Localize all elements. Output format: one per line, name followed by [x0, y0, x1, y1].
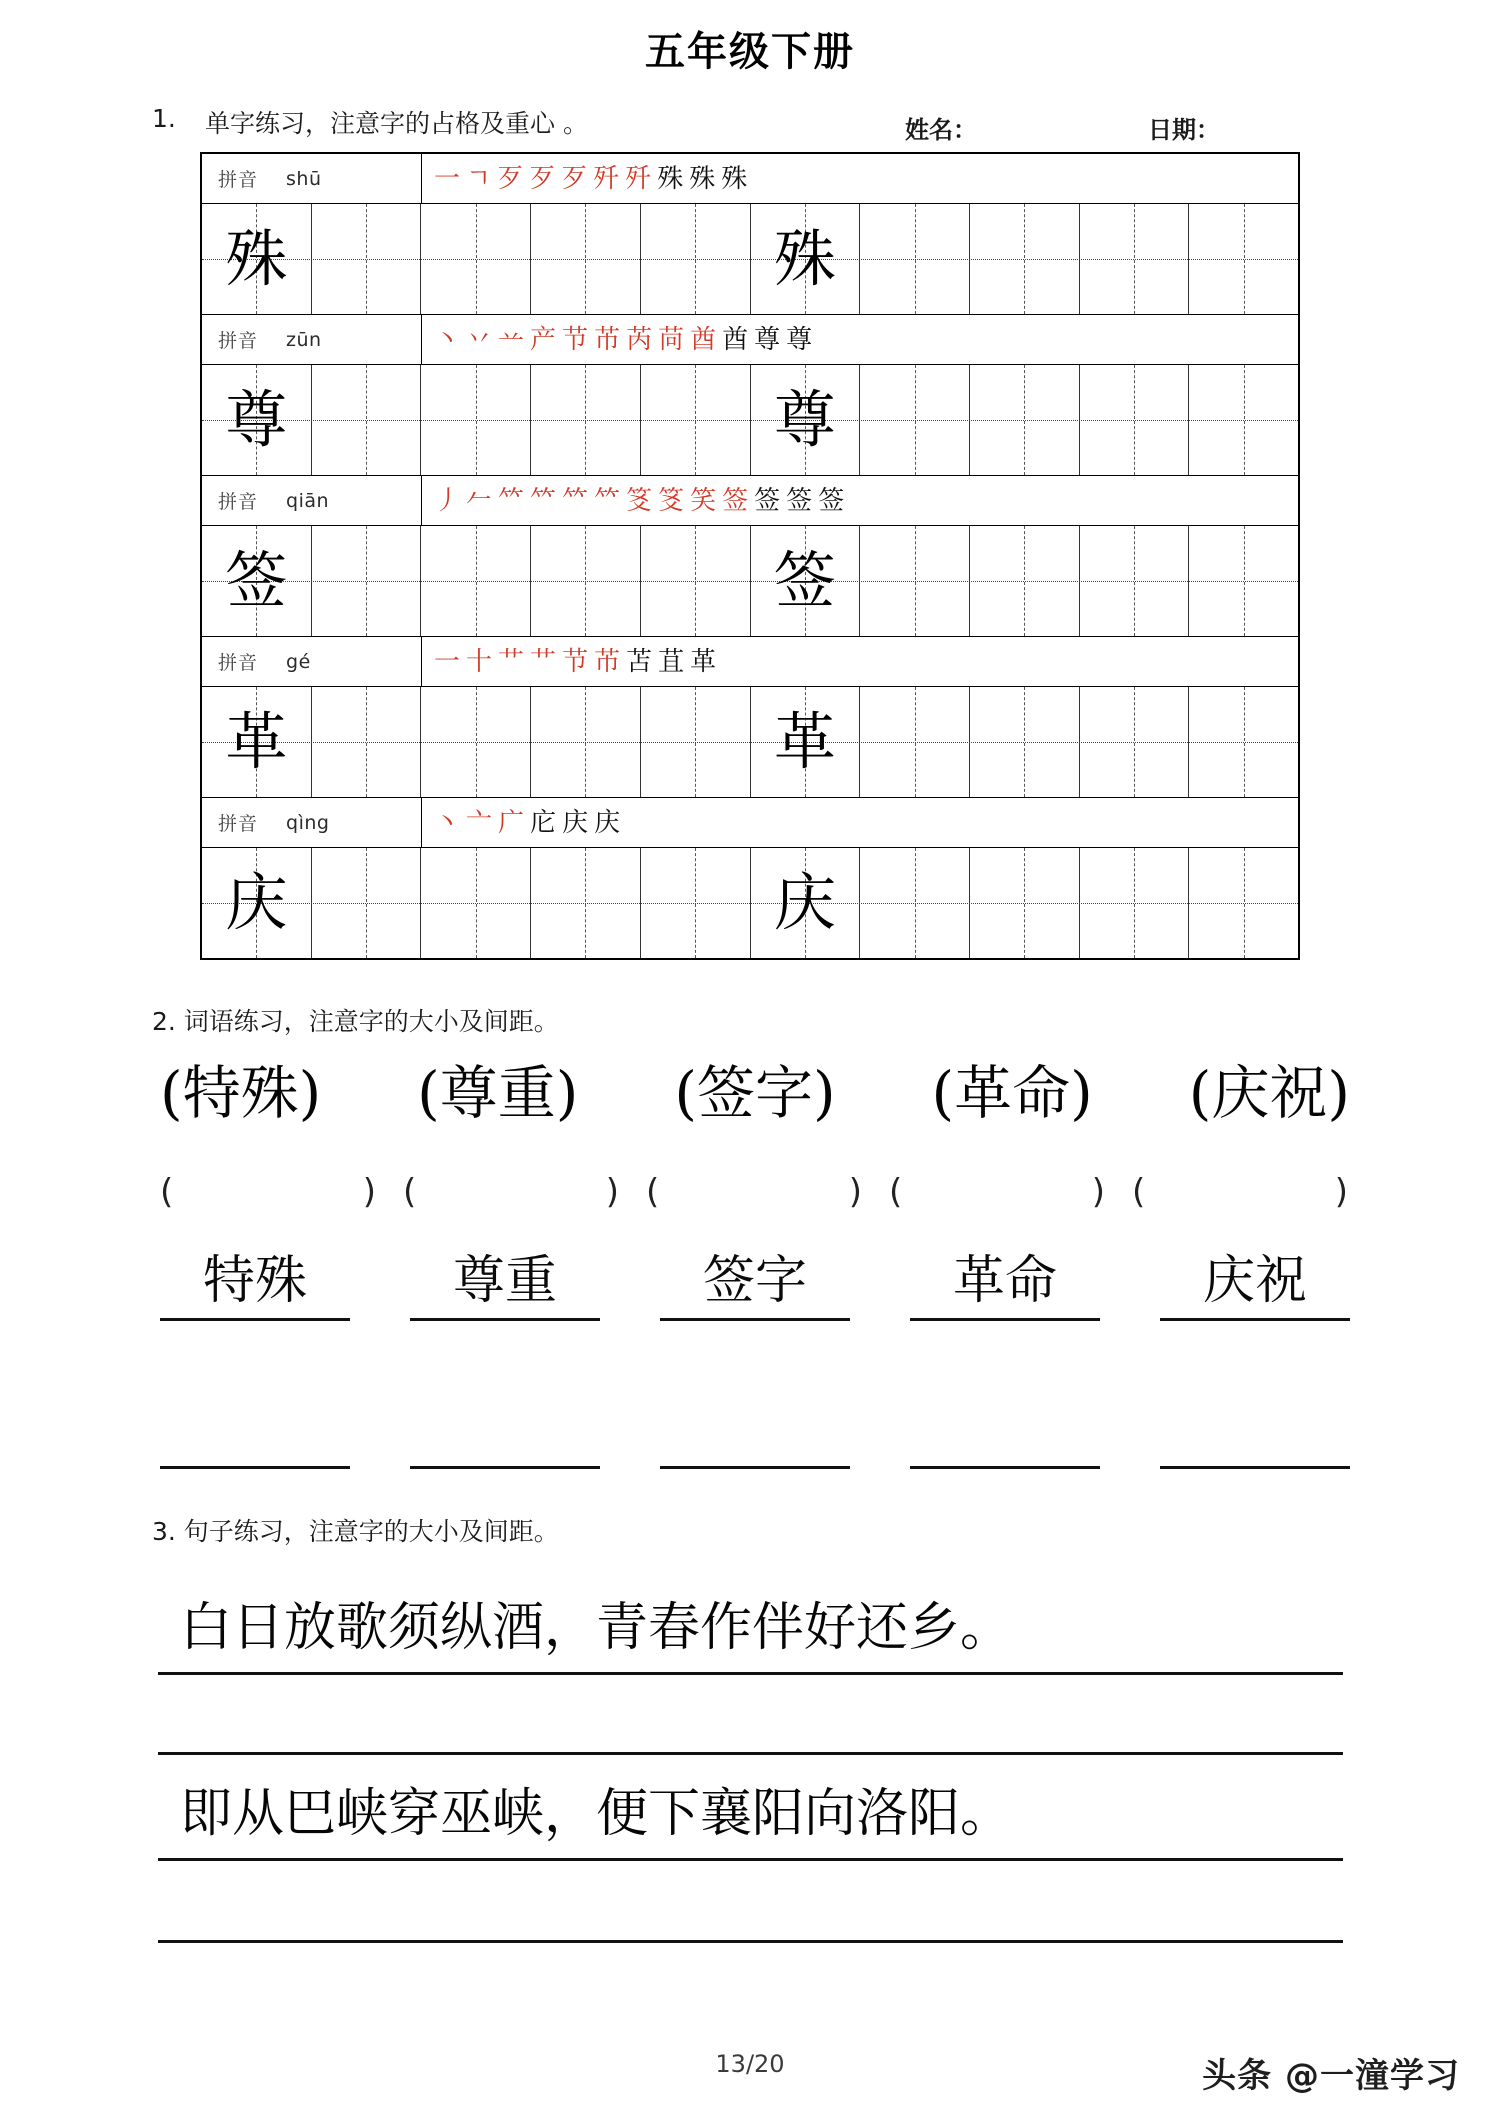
stroke-glyph: 殊 — [721, 163, 754, 194]
word-model-text: 庆祝 — [1202, 1251, 1307, 1311]
pinyin-stroke-row — [202, 154, 1298, 204]
page-title: 五年级下册 — [645, 29, 855, 75]
stroke-order-cell — [422, 798, 1298, 847]
paren-open: ( — [889, 1172, 905, 1212]
pinyin-stroke-row — [202, 315, 1298, 365]
pinyin-cell — [202, 315, 422, 364]
writing-grid-cell[interactable] — [202, 526, 312, 636]
stroke-order-cell — [422, 637, 1298, 686]
character-block — [202, 798, 1298, 958]
stroke-glyph: 十 — [466, 646, 499, 677]
stroke-glyph: ㄱ — [466, 163, 498, 194]
stroke-glyph: 亠 — [466, 807, 499, 838]
writing-grid-cell[interactable] — [751, 365, 861, 475]
writing-grid-cell[interactable] — [751, 204, 861, 314]
writing-grid-cell[interactable] — [312, 204, 422, 314]
section1-number: 1. — [152, 104, 176, 133]
character-practice-table — [200, 152, 1300, 960]
word-underline — [410, 1466, 600, 1469]
writing-grid-cell[interactable] — [421, 526, 531, 636]
watermark: 头条 @一潼学习 — [1202, 2056, 1460, 2096]
stroke-glyph: 歼 — [625, 163, 658, 194]
model-character: 革 — [773, 705, 836, 778]
stroke-glyph: 芇 — [594, 646, 627, 677]
stroke-glyph: 𠂉 — [466, 485, 499, 516]
word-practice-blank-slot[interactable] — [410, 1400, 600, 1469]
writing-grid-cell[interactable] — [312, 687, 422, 797]
stroke-glyph: 芮 — [626, 324, 659, 355]
word-underline — [660, 1318, 850, 1321]
writing-grid-cell[interactable] — [1189, 204, 1298, 314]
pinyin-tag-label: 拼音 — [218, 813, 259, 835]
writing-grid-cell[interactable] — [202, 204, 312, 314]
writing-grid-cell[interactable] — [531, 848, 641, 958]
stroke-glyph: 尊 — [754, 324, 787, 355]
writing-grid-cell[interactable] — [751, 848, 861, 958]
paren-open: ( — [403, 1172, 419, 1212]
writing-grid-cell[interactable] — [202, 687, 312, 797]
writing-grid-cell[interactable] — [970, 848, 1080, 958]
stroke-glyph: 酋 — [722, 324, 755, 355]
paren-close: ) — [1091, 1172, 1107, 1212]
character-block — [202, 476, 1298, 637]
stroke-glyph: 签 — [818, 485, 851, 516]
word-underline — [660, 1466, 850, 1469]
word-practice-slot[interactable] — [160, 1252, 350, 1321]
paren-close: ) — [848, 1172, 864, 1212]
word-practice-blank-slot[interactable] — [660, 1400, 850, 1469]
writing-grid-cell[interactable] — [531, 687, 641, 797]
sentence-block-2 — [158, 1782, 1343, 1861]
stroke-glyph: 丶 — [434, 324, 467, 355]
stroke-glyph: 歹 — [497, 163, 530, 194]
sentence-text-2: 即从巴峡穿巫峡，便下襄阳向洛阳。 — [180, 1784, 1013, 1844]
word-example: (革命) — [931, 1059, 1093, 1127]
word-underline — [410, 1318, 600, 1321]
stroke-glyph: 笅 — [658, 485, 691, 516]
writing-grid-cell[interactable] — [1080, 365, 1190, 475]
writing-grid-cell[interactable] — [1189, 848, 1298, 958]
pinyin-tag-label: 拼音 — [218, 330, 259, 352]
writing-grid-cell[interactable] — [751, 526, 861, 636]
word-underline — [160, 1466, 350, 1469]
writing-grid-row — [202, 687, 1298, 797]
writing-grid-cell[interactable] — [970, 526, 1080, 636]
writing-grid-cell[interactable] — [641, 526, 751, 636]
stroke-glyph: 签 — [786, 485, 819, 516]
word-underline — [910, 1318, 1100, 1321]
section1-instruction: 单字练习，注意字的占格及重心 。 — [205, 109, 588, 138]
sentence-rule-1 — [158, 1672, 1343, 1675]
writing-grid-cell[interactable] — [531, 526, 641, 636]
word-underline — [1160, 1318, 1350, 1321]
model-character: 庆 — [225, 866, 288, 939]
writing-grid-cell[interactable] — [641, 365, 751, 475]
writing-grid-cell[interactable] — [421, 365, 531, 475]
stroke-glyph: 𥫗 — [498, 485, 531, 516]
word-practice-slot[interactable] — [1160, 1252, 1350, 1321]
word-practice-slot[interactable] — [910, 1252, 1100, 1321]
word-practice-blank-slot[interactable] — [910, 1400, 1100, 1469]
writing-grid-row — [202, 204, 1298, 314]
model-character: 尊 — [773, 383, 836, 456]
stroke-glyph: 苘 — [658, 324, 691, 355]
stroke-glyph: 苫 — [626, 646, 659, 677]
model-character: 革 — [225, 705, 288, 778]
word-practice-blank-slot[interactable] — [160, 1400, 350, 1469]
word-example: (尊重) — [417, 1059, 579, 1127]
stroke-glyph: 丷 — [466, 324, 499, 355]
writing-grid-cell[interactable] — [1080, 204, 1190, 314]
stroke-order-cell — [422, 476, 1298, 525]
writing-grid-cell[interactable] — [1080, 526, 1190, 636]
stroke-glyph: 苴 — [658, 646, 691, 677]
empty-paren-slot[interactable] — [1132, 1172, 1350, 1212]
stroke-order-cell — [422, 154, 1298, 203]
sentence-block-1 — [158, 1596, 1343, 1675]
stroke-glyph: 酋 — [690, 324, 723, 355]
writing-grid-cell[interactable] — [860, 687, 970, 797]
stroke-order-sequence — [434, 485, 851, 516]
section2-instruction: 2. 词语练习，注意字的大小及间距。 — [152, 1007, 559, 1036]
writing-grid-cell[interactable] — [970, 687, 1080, 797]
stroke-glyph: 尊 — [786, 324, 819, 355]
pinyin-cell — [202, 637, 422, 686]
paren-close: ) — [605, 1172, 621, 1212]
character-block — [202, 154, 1298, 315]
word-underline — [1160, 1466, 1350, 1469]
writing-grid-cell[interactable] — [860, 365, 970, 475]
model-character: 尊 — [225, 383, 288, 456]
writing-grid-cell[interactable] — [1189, 365, 1298, 475]
pinyin-stroke-row — [202, 798, 1298, 848]
stroke-glyph: 歹 — [561, 163, 594, 194]
writing-grid-cell[interactable] — [312, 526, 422, 636]
stroke-glyph: 革 — [690, 646, 723, 677]
writing-grid-cell[interactable] — [641, 204, 751, 314]
name-label: 姓名： — [905, 116, 977, 144]
page-number: 13/20 — [715, 2050, 785, 2078]
writing-grid-cell[interactable] — [641, 848, 751, 958]
word-model-text: 尊重 — [452, 1251, 557, 1311]
pinyin-stroke-row — [202, 637, 1298, 687]
stroke-glyph: 一 — [434, 163, 467, 194]
pinyin-value: shū — [286, 167, 322, 190]
model-character: 殊 — [773, 222, 836, 295]
writing-grid-cell[interactable] — [860, 526, 970, 636]
stroke-glyph: 笅 — [626, 485, 659, 516]
model-character: 签 — [773, 544, 836, 617]
pinyin-value: qiān — [286, 489, 330, 512]
pinyin-tag-label: 拼音 — [218, 491, 259, 513]
stroke-glyph: 䒑 — [498, 324, 531, 355]
stroke-glyph: 产 — [530, 324, 563, 355]
sentence-blank-rule-2 — [158, 1940, 1343, 1943]
section3-instruction: 3. 句子练习，注意字的大小及间距。 — [152, 1517, 559, 1546]
paren-open: ( — [646, 1172, 662, 1212]
word-practice-slot[interactable] — [660, 1252, 850, 1321]
writing-grid-cell[interactable] — [421, 204, 531, 314]
empty-parens-row — [160, 1172, 1350, 1212]
writing-grid-cell[interactable] — [312, 365, 422, 475]
character-block — [202, 637, 1298, 798]
word-model-text: 签字 — [702, 1251, 807, 1311]
writing-grid-cell[interactable] — [531, 204, 641, 314]
writing-grid-row — [202, 848, 1298, 958]
writing-grid-cell[interactable] — [1189, 687, 1298, 797]
stroke-glyph: 签 — [722, 485, 755, 516]
writing-grid-row — [202, 526, 1298, 636]
stroke-glyph: 𥫗 — [594, 485, 627, 516]
writing-grid-cell[interactable] — [860, 204, 970, 314]
word-practice-row-2 — [160, 1400, 1350, 1469]
stroke-glyph: 殊 — [689, 163, 722, 194]
pinyin-value: gé — [286, 650, 311, 673]
stroke-glyph: 节 — [562, 324, 595, 355]
stroke-glyph: 节 — [562, 646, 595, 677]
word-example: (庆祝) — [1188, 1059, 1350, 1127]
empty-paren-slot[interactable] — [160, 1172, 378, 1212]
paren-close: ) — [362, 1172, 378, 1212]
sentence-rule-2 — [158, 1858, 1343, 1861]
word-example: (特殊) — [160, 1059, 322, 1127]
stroke-glyph: 殊 — [657, 163, 690, 194]
empty-paren-slot[interactable] — [889, 1172, 1107, 1212]
writing-grid-cell[interactable] — [970, 204, 1080, 314]
pinyin-cell — [202, 476, 422, 525]
model-character: 签 — [225, 544, 288, 617]
stroke-glyph: 𥫗 — [562, 485, 595, 516]
word-practice-slot[interactable] — [410, 1252, 600, 1321]
paren-open: ( — [160, 1172, 176, 1212]
stroke-order-sequence — [434, 324, 819, 355]
word-example: (签字) — [674, 1059, 836, 1127]
stroke-order-cell — [422, 315, 1298, 364]
paren-open: ( — [1132, 1172, 1148, 1212]
character-block — [202, 315, 1298, 476]
writing-grid-cell[interactable] — [751, 687, 861, 797]
stroke-glyph: 广 — [498, 807, 531, 838]
word-underline — [910, 1466, 1100, 1469]
stroke-glyph: 芇 — [594, 324, 627, 355]
writing-grid-cell[interactable] — [641, 687, 751, 797]
pinyin-tag-label: 拼音 — [218, 652, 259, 674]
empty-paren-slot[interactable] — [646, 1172, 864, 1212]
pinyin-tag-label: 拼音 — [218, 169, 259, 191]
writing-grid-row — [202, 365, 1298, 475]
model-character: 庆 — [773, 866, 836, 939]
writing-grid-cell[interactable] — [202, 848, 312, 958]
writing-grid-cell[interactable] — [970, 365, 1080, 475]
pinyin-stroke-row — [202, 476, 1298, 526]
pinyin-value: qìng — [286, 811, 330, 834]
sentence-blank-rule-1 — [158, 1752, 1343, 1755]
stroke-glyph: 歹 — [529, 163, 562, 194]
writing-grid-cell[interactable] — [421, 848, 531, 958]
stroke-glyph: 丶 — [434, 807, 467, 838]
model-character: 殊 — [225, 222, 288, 295]
stroke-glyph: 笑 — [690, 485, 723, 516]
word-underline — [160, 1318, 350, 1321]
pinyin-cell — [202, 154, 422, 203]
writing-grid-cell[interactable] — [312, 848, 422, 958]
stroke-glyph: 艹 — [530, 646, 563, 677]
pinyin-cell — [202, 798, 422, 847]
writing-grid-cell[interactable] — [1080, 848, 1190, 958]
writing-grid-cell[interactable] — [531, 365, 641, 475]
stroke-glyph: 庆 — [594, 807, 627, 838]
paren-close: ) — [1334, 1172, 1350, 1212]
word-model-text: 特殊 — [202, 1251, 307, 1311]
writing-grid-cell[interactable] — [860, 848, 970, 958]
stroke-glyph: 丿 — [434, 485, 467, 516]
writing-grid-cell[interactable] — [1189, 526, 1298, 636]
date-label: 日期： — [1148, 116, 1220, 144]
empty-paren-slot[interactable] — [403, 1172, 621, 1212]
writing-grid-cell[interactable] — [421, 687, 531, 797]
stroke-order-sequence — [434, 163, 754, 194]
writing-grid-cell[interactable] — [1080, 687, 1190, 797]
sentence-text-1: 白日放歌须纵酒，青春作伴好还乡。 — [180, 1598, 1013, 1658]
word-practice-row-1 — [160, 1252, 1350, 1321]
stroke-glyph: 庆 — [562, 807, 595, 838]
stroke-glyph: 签 — [754, 485, 787, 516]
stroke-glyph: 𥫗 — [530, 485, 563, 516]
stroke-glyph: 歼 — [593, 163, 626, 194]
stroke-glyph: 庀 — [530, 807, 563, 838]
word-model-text: 革命 — [952, 1251, 1057, 1311]
stroke-order-sequence — [434, 807, 627, 838]
stroke-glyph: 艹 — [498, 646, 531, 677]
stroke-order-sequence — [434, 646, 723, 677]
writing-grid-cell[interactable] — [202, 365, 312, 475]
pinyin-value: zūn — [286, 328, 322, 351]
word-examples-row — [160, 1059, 1350, 1127]
stroke-glyph: 一 — [434, 646, 467, 677]
word-practice-blank-slot[interactable] — [1160, 1400, 1350, 1469]
